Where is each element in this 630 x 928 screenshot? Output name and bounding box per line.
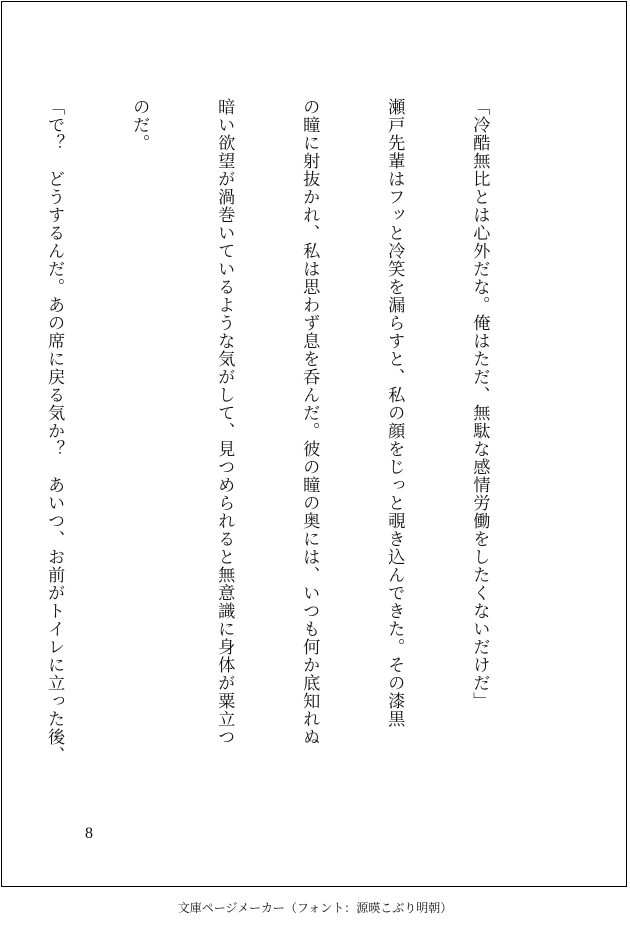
text-line: 暗い欲望が渦巻いているような気がして、見つめられると無意識に身体が粟立つ (214, 98, 235, 746)
text-line: 瀬戸先輩はフッと冷笑を漏らすと、私の顔をじっと覗き込んできた。その漆黒 (384, 98, 405, 728)
text-line: 「で？ どうするんだ。あの席に戻る気か？ あいつ、お前がトイレに立った後、 (44, 98, 65, 764)
vertical-text-block (44, 98, 550, 764)
book-page (1, 1, 627, 887)
text-line: の瞳に射抜かれ、私は思わず息を呑んだ。彼の瞳の奥には、いつも何か底知れぬ (299, 98, 320, 746)
footer-credit: 文庫ページメーカー（フォント：源暎こぶり明朝） (177, 901, 453, 915)
text-line: のだ。 (129, 98, 150, 152)
text-line: 「冷酷無比とは心外だな。俺はただ、無駄な感情労働をしたくないだけだ」 (469, 98, 490, 710)
page-number: 8 (85, 825, 93, 842)
